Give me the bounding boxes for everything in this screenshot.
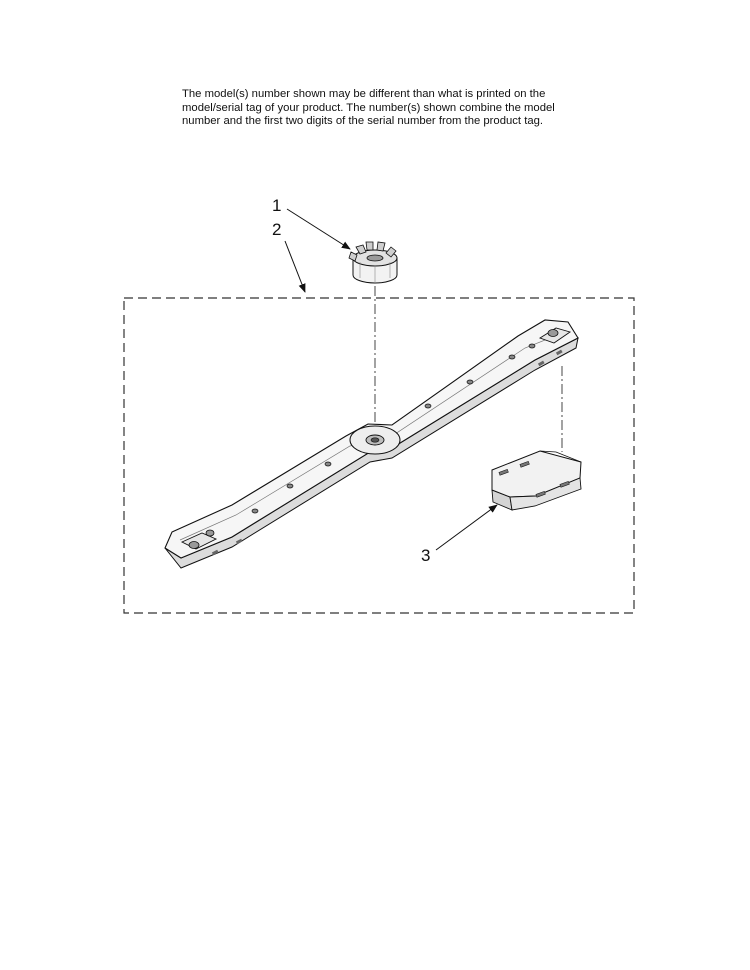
notice-line-1: The model(s) number shown may be different than what is printed on the bbox=[182, 88, 546, 100]
leader-line-1 bbox=[287, 209, 350, 249]
callout-1: 1 bbox=[272, 196, 282, 215]
callout-3: 3 bbox=[421, 546, 431, 565]
leader-line-2 bbox=[285, 241, 305, 292]
retaining-clip-part bbox=[492, 451, 581, 510]
leader-line-3 bbox=[436, 505, 497, 550]
callout-2: 2 bbox=[272, 220, 282, 239]
hub-nut-part bbox=[349, 242, 397, 283]
notice-line-2: model/serial tag of your product. The number(s) shown combine the model bbox=[182, 101, 555, 114]
notice-line-3: number and the first two digits of the serial number from the product tag. bbox=[182, 115, 544, 127]
spray-arm-part bbox=[165, 320, 578, 568]
